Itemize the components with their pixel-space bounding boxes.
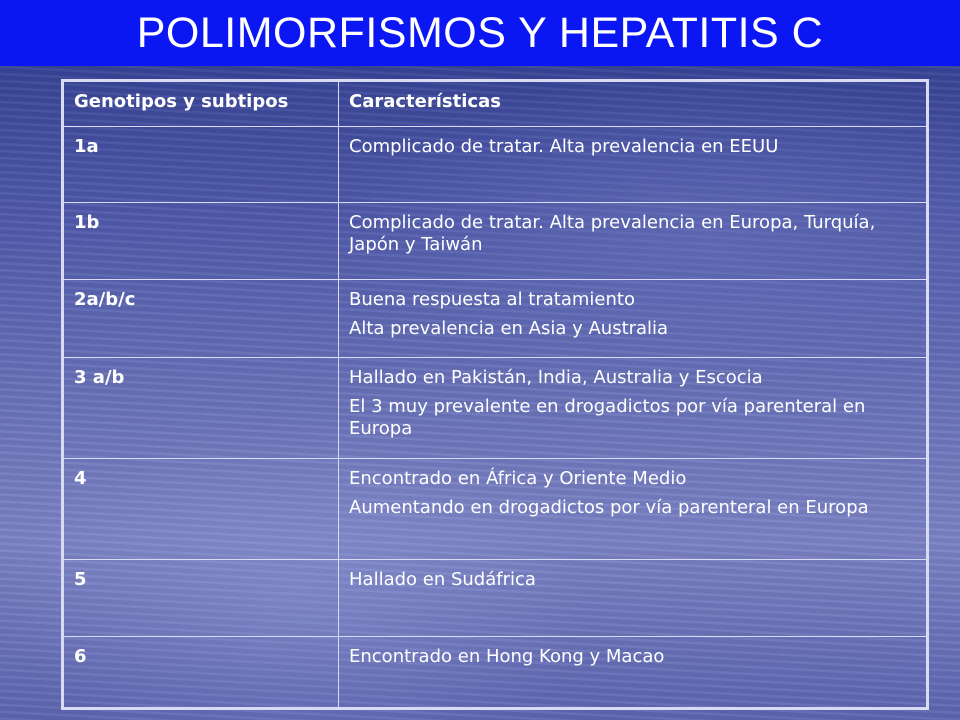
characteristics-cell <box>339 280 927 358</box>
header-characteristics: Características <box>339 82 927 127</box>
table-row <box>64 203 927 280</box>
genotype-cell: 1b <box>64 203 339 280</box>
characteristics-cell <box>339 637 927 708</box>
title-bar <box>0 0 960 66</box>
characteristics-cell <box>339 127 927 203</box>
genotype-cell: 5 <box>64 560 339 637</box>
table-row <box>64 560 927 637</box>
characteristic-line: Aumentando en drogadictos por vía parenteral en Europa <box>349 497 869 518</box>
characteristic-line: Buena respuesta al tratamiento <box>349 289 635 310</box>
characteristic-line: Encontrado en África y Oriente Medio <box>349 468 687 489</box>
genotype-cell: 3 a/b <box>64 358 339 459</box>
characteristics-cell <box>339 459 927 560</box>
characteristic-line: Complicado de tratar. Alta prevalencia en EEUU <box>349 136 779 157</box>
table-header-row <box>64 82 927 127</box>
header-genotypes: Genotipos y subtipos <box>64 82 339 127</box>
table-row <box>64 127 927 203</box>
characteristic-line: Hallado en Pakistán, India, Australia y Escocia <box>349 367 763 388</box>
slide-title: POLIMORFISMOS Y HEPATITIS C <box>136 8 824 57</box>
genotype-table <box>61 79 929 710</box>
characteristics-cell <box>339 560 927 637</box>
characteristics-cell <box>339 203 927 280</box>
table-row <box>64 637 927 708</box>
characteristics-cell <box>339 358 927 459</box>
genotype-cell: 4 <box>64 459 339 560</box>
characteristic-line: Complicado de tratar. Alta prevalencia en Europa, Turquía, Japón y Taiwán <box>349 212 876 255</box>
table-row <box>64 459 927 560</box>
characteristic-line: Encontrado en Hong Kong y Macao <box>349 646 665 667</box>
genotype-cell: 6 <box>64 637 339 708</box>
table-row <box>64 358 927 459</box>
characteristic-line: El 3 muy prevalente en drogadictos por vía parenteral en Europa <box>349 396 866 439</box>
genotype-cell: 1a <box>64 127 339 203</box>
characteristic-line: Alta prevalencia en Asia y Australia <box>349 318 669 339</box>
characteristic-line: Hallado en Sudáfrica <box>349 569 536 590</box>
genotype-cell: 2a/b/c <box>64 280 339 358</box>
table-row <box>64 280 927 358</box>
